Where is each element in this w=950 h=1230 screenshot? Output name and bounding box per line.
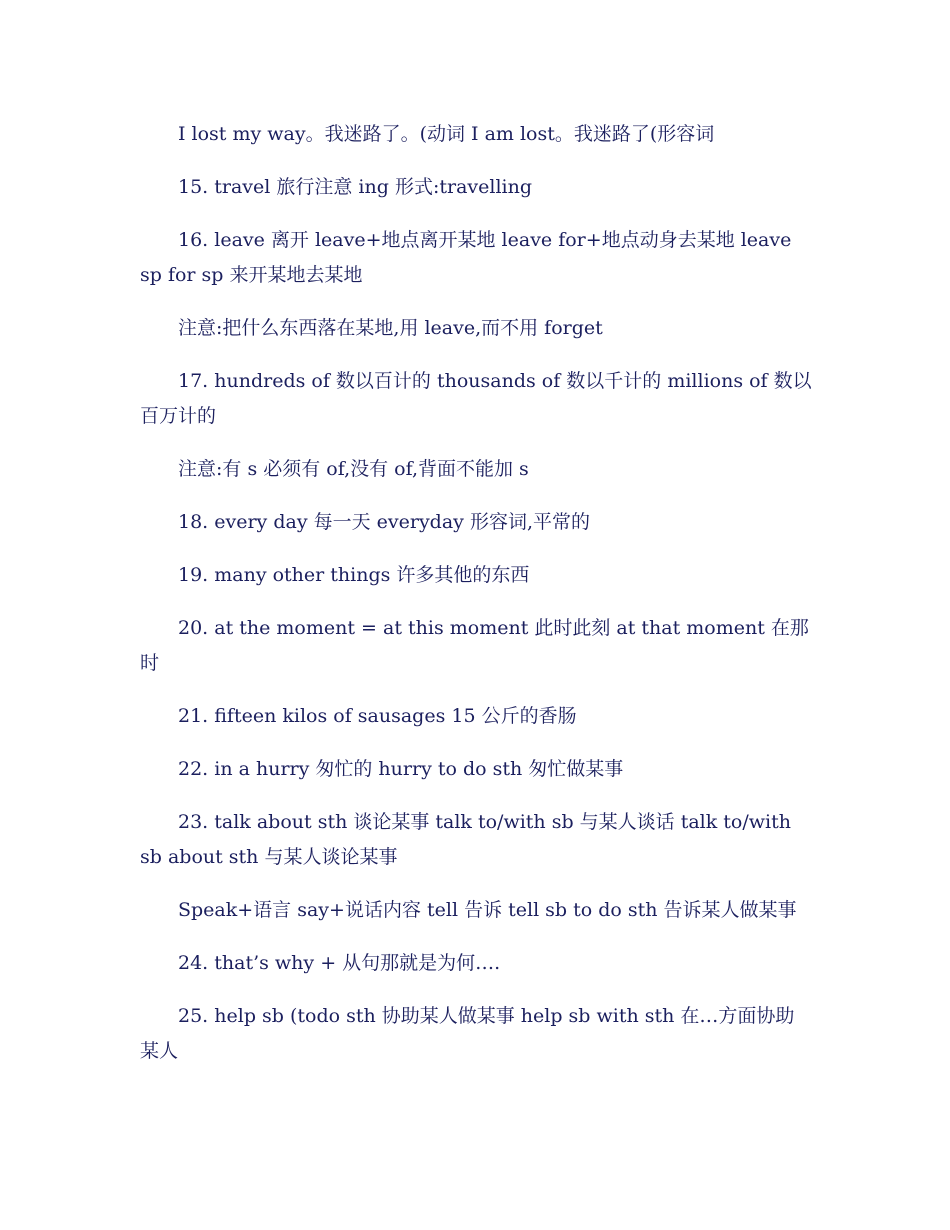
paragraph-item-23: 23. talk about sth 谈论某事 talk to/with sb 与某人谈话 talk to/with sb about sth 与某人谈论某事 xyxy=(140,811,791,868)
paragraph-item-24: 24. that’s why + 从句那就是为何…. xyxy=(178,952,501,974)
paragraph-item-18: 18. every day 每一天 everyday 形容词,平常的 xyxy=(178,511,590,533)
paragraph-item-16: 16. leave 离开 leave+地点离开某地 leave for+地点动身去某地 leave sp for sp 来开某地去某地 xyxy=(140,229,792,286)
paragraph-note-of: 注意:有 s 必须有 of,没有 of,背面不能加 s xyxy=(178,458,529,480)
paragraph-item-20: 20. at the moment = at this moment 此时此刻 at that moment 在那时 xyxy=(140,617,809,674)
paragraph-item-19: 19. many other things 许多其他的东西 xyxy=(178,564,530,586)
document-body xyxy=(140,117,812,1087)
paragraph-note-leave: 注意:把什么东西落在某地,用 leave,而不用 forget xyxy=(178,317,603,339)
paragraph-item-15: 15. travel 旅行注意 ing 形式:travelling xyxy=(178,176,533,198)
paragraph-item-22: 22. in a hurry 匆忙的 hurry to do sth 匆忙做某事 xyxy=(178,758,624,780)
paragraph-item-25: 25. help sb (todo sth 协助某人做某事 help sb with sth 在…方面协助某人 xyxy=(140,1005,795,1062)
paragraph-item-21: 21. fifteen kilos of sausages 15 公斤的香肠 xyxy=(178,705,577,727)
paragraph-item-17: 17. hundreds of 数以百计的 thousands of 数以千计的 millions of 数以百万计的 xyxy=(140,370,812,427)
paragraph-speak-say-tell: Speak+语言 say+说话内容 tell 告诉 tell sb to do sth 告诉某人做某事 xyxy=(178,899,797,921)
paragraph-lost-my-way: I lost my way。我迷路了。(动词 I am lost。我迷路了(形容词 xyxy=(178,123,715,145)
